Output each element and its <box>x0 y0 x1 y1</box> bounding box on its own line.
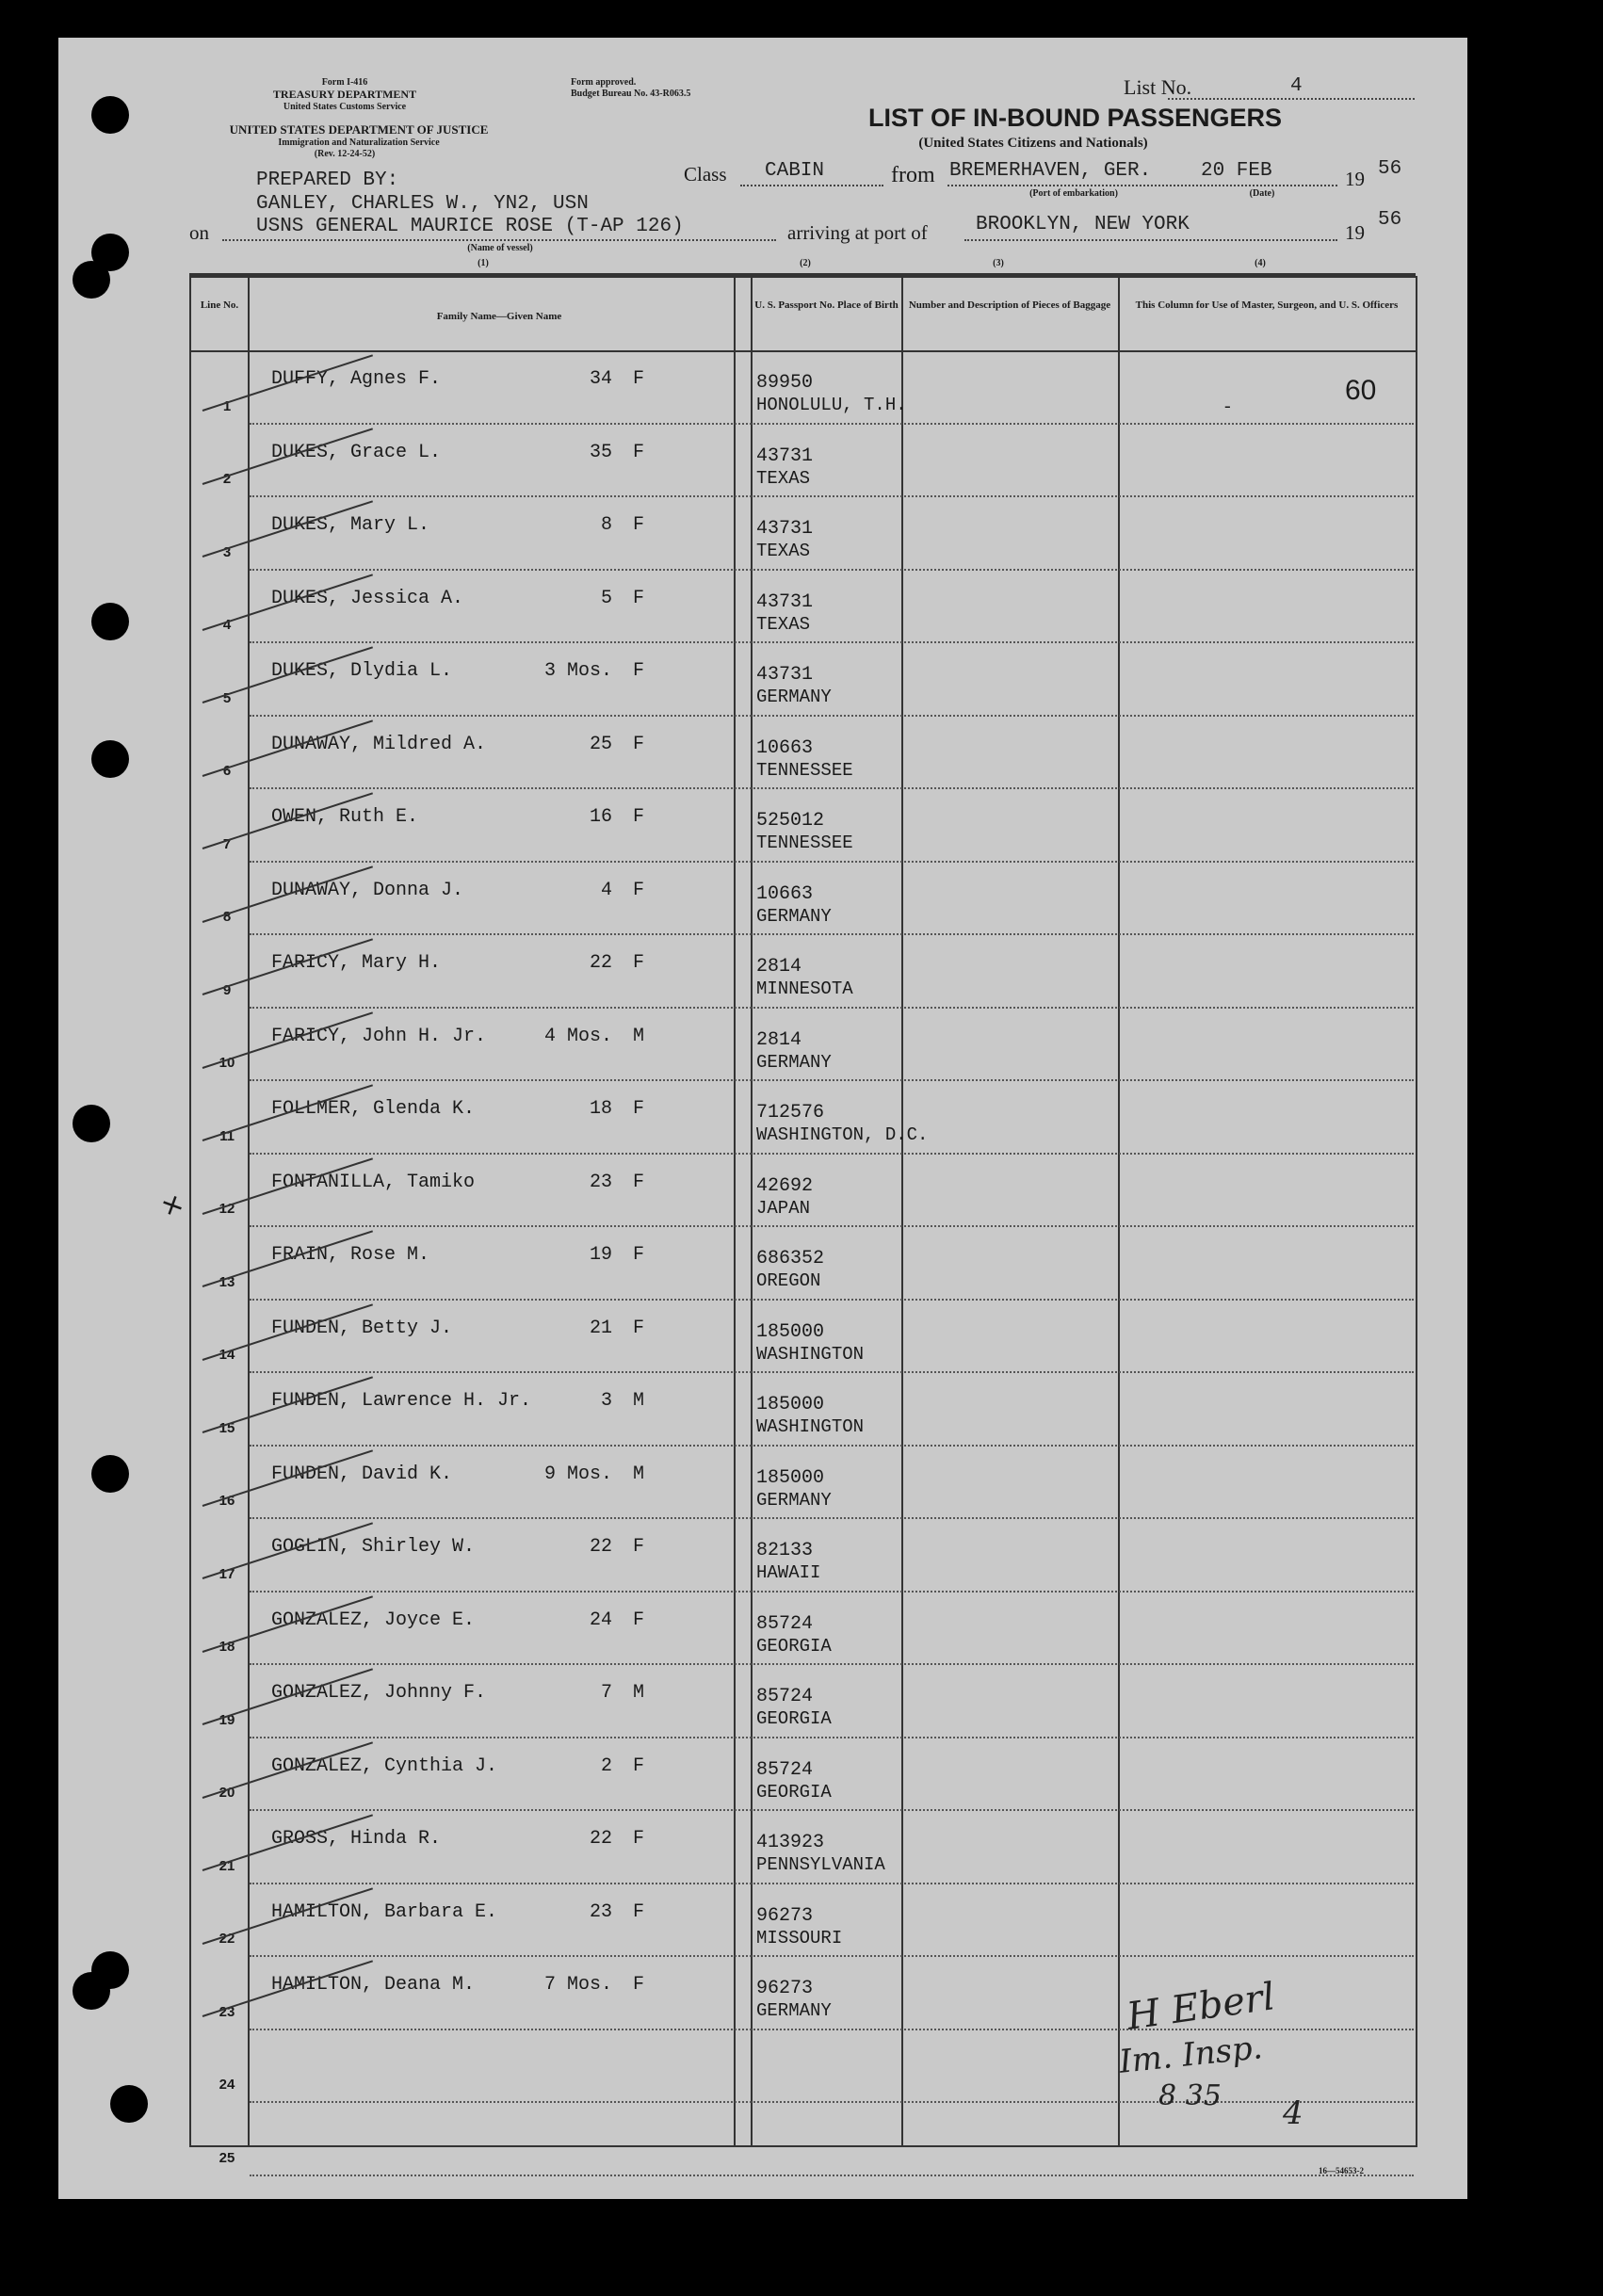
passenger-sex: F <box>633 1828 645 1850</box>
passenger-name: DUKES, Mary L. <box>271 514 430 536</box>
place-of-birth: GERMANY <box>756 2000 832 2021</box>
place-of-birth: MINNESOTA <box>756 978 853 999</box>
punch-hole <box>73 261 110 299</box>
place-of-birth: GERMANY <box>756 1051 832 1073</box>
row-rule <box>250 1883 1414 1884</box>
line-number: 15 <box>219 1419 235 1436</box>
passenger-age: 16 <box>589 806 612 828</box>
passport-number: 43731 <box>756 518 814 540</box>
place-of-birth: GERMANY <box>756 687 832 707</box>
row-rule <box>250 1153 1414 1155</box>
col-header-officers: This Column for Use of Master, Surgeon, and U. S. Officers <box>1135 299 1399 311</box>
passenger-age: 7 Mos. <box>543 1974 612 1996</box>
passenger-name: DUNAWAY, Mildred A. <box>271 733 487 755</box>
passenger-sex: F <box>633 1536 645 1558</box>
passenger-name: DUKES, Jessica A. <box>271 587 464 609</box>
passenger-age: 21 <box>589 1317 612 1339</box>
from-label: from <box>891 163 935 187</box>
passenger-age: 4 Mos. <box>543 1025 612 1047</box>
line-number: 11 <box>219 1127 235 1144</box>
officer-note: 60 <box>1345 375 1377 406</box>
punch-hole <box>91 96 129 134</box>
col-header-baggage: Number and Description of Pieces of Baggage <box>908 299 1111 311</box>
passenger-name: FONTANILLA, Tamiko <box>271 1171 476 1193</box>
line-number: 1 <box>222 397 232 414</box>
row-rule <box>250 1225 1414 1227</box>
place-of-birth: HONOLULU, T.H. <box>756 395 907 415</box>
arrival-line <box>964 239 1337 241</box>
col-divider <box>1118 276 1120 2145</box>
col-marker-1: (1) <box>478 258 489 268</box>
passenger-age: 23 <box>589 1900 612 1923</box>
passport-number: 43731 <box>756 664 814 686</box>
place-of-birth: GERMANY <box>756 905 832 927</box>
passenger-age: 23 <box>589 1171 612 1193</box>
passenger-name: FUNDEN, Lawrence H. Jr. <box>271 1390 532 1412</box>
arrival-port: BROOKLYN, NEW YORK <box>976 214 1190 235</box>
place-of-birth: TEXAS <box>756 467 811 489</box>
place-of-birth: HAWAII <box>756 1562 821 1583</box>
passenger-sex: F <box>633 441 645 463</box>
line-number: 6 <box>222 763 232 779</box>
row-rule <box>250 1591 1414 1593</box>
passenger-name: HAMILTON, Deana M. <box>271 1974 476 1996</box>
place-of-birth: WASHINGTON <box>756 1416 865 1437</box>
col-marker-2: (2) <box>800 258 811 268</box>
line-number: 19 <box>219 1711 235 1728</box>
port-embarkation-caption: (Port of embarkation) <box>1029 188 1118 199</box>
page-mark: 4 <box>1283 2094 1303 2132</box>
class-line <box>740 185 883 186</box>
year-suffix: 56 <box>1378 158 1402 180</box>
passport-number: 185000 <box>756 1394 825 1415</box>
passenger-age: 22 <box>589 1536 612 1558</box>
passenger-age: 19 <box>589 1244 612 1266</box>
place-of-birth: TEXAS <box>756 613 811 635</box>
row-rule <box>250 2101 1414 2103</box>
from-line <box>947 185 1337 186</box>
line-number: 22 <box>219 1931 235 1947</box>
row-rule <box>250 715 1414 717</box>
line-number: 17 <box>219 1565 235 1582</box>
passport-number: 185000 <box>756 1466 825 1489</box>
passport-number: 2814 <box>756 956 802 978</box>
line-number: 25 <box>219 2149 235 2166</box>
approved-label: Form approved. <box>571 77 637 88</box>
place-of-birth: JAPAN <box>756 1197 811 1219</box>
passenger-sex: F <box>633 660 645 682</box>
passenger-name: FRAIN, Rose M. <box>271 1244 430 1266</box>
passport-number: 10663 <box>756 736 814 759</box>
form-number: Form I-416 <box>321 77 368 88</box>
passenger-sex: F <box>633 1317 645 1339</box>
table-header-rule <box>189 350 1416 352</box>
passenger-age: 3 <box>600 1390 612 1412</box>
place-of-birth: WASHINGTON <box>756 1343 865 1365</box>
list-no-label: List No. <box>1124 75 1192 99</box>
passport-number: 85724 <box>756 1758 814 1781</box>
row-rule <box>250 933 1414 935</box>
place-of-birth: TENNESSEE <box>756 833 853 853</box>
row-rule <box>250 495 1414 497</box>
passport-number: 43731 <box>756 445 814 467</box>
date-caption: (Date) <box>1249 188 1275 199</box>
inspector-title: Im. Insp. <box>1117 2029 1265 2081</box>
officer-dash: - <box>1224 396 1231 416</box>
col-header-passport: U. S. Passport No. Place of Birth <box>754 299 899 311</box>
passenger-name: GROSS, Hinda R. <box>271 1828 442 1850</box>
passport-number: 89950 <box>756 372 814 394</box>
year-prefix: 19 <box>1345 168 1365 190</box>
list-no-line <box>1168 98 1415 100</box>
place-of-birth: OREGON <box>756 1270 821 1291</box>
passenger-age: 25 <box>589 733 612 755</box>
place-of-birth: GEORGIA <box>756 1781 832 1803</box>
line-number: 7 <box>222 835 232 852</box>
passenger-sex: F <box>633 1900 645 1923</box>
col-header-line-no: Line No. <box>200 299 239 311</box>
passenger-sex: F <box>633 1098 645 1120</box>
line-number: 12 <box>219 1201 235 1217</box>
passenger-name: GOGLIN, Shirley W. <box>271 1536 476 1558</box>
row-rule <box>250 2175 1414 2176</box>
line-number: 23 <box>219 2003 235 2020</box>
line-number: 16 <box>219 1493 235 1509</box>
passenger-sex: F <box>633 514 645 536</box>
vessel-caption: (Name of vessel) <box>467 243 533 253</box>
passenger-sex: F <box>633 587 645 609</box>
passport-number: 96273 <box>756 1904 814 1927</box>
treasury-label: TREASURY DEPARTMENT <box>272 88 417 101</box>
col-divider <box>751 276 753 2145</box>
passenger-age: 2 <box>600 1754 612 1777</box>
passport-number: 525012 <box>756 810 825 832</box>
passport-number: 82133 <box>756 1540 814 1561</box>
form-title: LIST OF IN-BOUND PASSENGERS <box>868 104 1283 132</box>
prepared-by-label: PREPARED BY: <box>256 170 399 191</box>
line-number: 2 <box>222 471 232 487</box>
form-subtitle: (United States Citizens and Nationals) <box>918 136 1148 151</box>
year-suffix-2: 56 <box>1378 209 1402 231</box>
line-number: 10 <box>219 1055 235 1071</box>
punch-hole <box>91 740 129 778</box>
row-rule <box>250 641 1414 643</box>
line-number: 21 <box>219 1857 235 1874</box>
row-rule <box>250 1079 1414 1081</box>
class-label: Class <box>684 163 727 186</box>
line-number: 4 <box>222 617 232 633</box>
budget-label: Budget Bureau No. 43-R063.5 <box>571 89 691 99</box>
passenger-name: FARICY, Mary H. <box>271 952 442 974</box>
col-marker-3: (3) <box>993 258 1004 268</box>
row-rule <box>250 1007 1414 1009</box>
place-of-birth: GEORGIA <box>756 1635 832 1657</box>
punch-hole <box>91 603 129 640</box>
passenger-name: DUFFY, Agnes F. <box>271 368 442 390</box>
passenger-name: FOLLMER, Glenda K. <box>271 1098 476 1120</box>
passenger-name: DUKES, Grace L. <box>271 441 442 463</box>
line-number: 20 <box>219 1785 235 1801</box>
passenger-age: 22 <box>589 952 612 974</box>
passenger-name: GONZALEZ, Cynthia J. <box>271 1754 498 1777</box>
row-rule <box>250 569 1414 571</box>
row-rule <box>250 1517 1414 1519</box>
passenger-sex: M <box>633 1463 645 1485</box>
passport-number: 43731 <box>756 590 814 613</box>
passenger-sex: F <box>633 952 645 974</box>
row-rule <box>250 1445 1414 1447</box>
inspection-time: 8 35 <box>1158 2079 1222 2112</box>
punch-hole <box>73 1105 110 1142</box>
passenger-sex: F <box>633 1171 645 1193</box>
list-no-value: 4 <box>1290 75 1303 97</box>
footer-code: 16—54653-2 <box>1319 2166 1364 2175</box>
passenger-sex: M <box>633 1390 645 1412</box>
passenger-name: FUNDEN, Betty J. <box>271 1317 453 1339</box>
punch-hole <box>73 1972 110 2010</box>
passenger-sex: F <box>633 733 645 755</box>
passenger-age: 7 <box>600 1682 612 1704</box>
place-of-birth: GERMANY <box>756 1489 832 1511</box>
row-rule <box>250 1371 1414 1373</box>
year-prefix-2: 19 <box>1345 221 1365 244</box>
passenger-name: FUNDEN, David K. <box>271 1463 453 1485</box>
passport-number: 185000 <box>756 1320 825 1343</box>
passenger-age: 9 Mos. <box>543 1463 612 1485</box>
passenger-age: 34 <box>589 368 612 390</box>
passenger-name: FARICY, John H. Jr. <box>271 1025 487 1047</box>
passport-number: 413923 <box>756 1832 825 1853</box>
passenger-age: 18 <box>589 1098 612 1120</box>
col-divider <box>734 276 736 2145</box>
ins-label: Immigration and Naturalization Service <box>278 137 440 148</box>
place-of-birth: GEORGIA <box>756 1708 832 1729</box>
passenger-sex: F <box>633 879 645 901</box>
row-rule <box>250 423 1414 425</box>
col-divider <box>901 276 903 2145</box>
passenger-name: GONZALEZ, Johnny F. <box>271 1682 487 1704</box>
date-value: 20 FEB <box>1201 160 1272 182</box>
passenger-age: 22 <box>589 1828 612 1850</box>
passenger-age: 24 <box>589 1609 612 1631</box>
inspector-signature: H Eberl <box>1124 1975 1278 2039</box>
passenger-sex: M <box>633 1025 645 1047</box>
from-value: BREMERHAVEN, GER. <box>949 160 1152 182</box>
revision-label: (Rev. 12-24-52) <box>314 149 376 159</box>
line-number: 24 <box>219 2077 235 2093</box>
passenger-sex: F <box>633 1754 645 1777</box>
passenger-sex: F <box>633 806 645 828</box>
row-rule <box>250 861 1414 863</box>
vessel-line <box>222 239 776 241</box>
passport-number: 96273 <box>756 1978 814 1999</box>
col-divider <box>248 276 250 2145</box>
customs-label: United States Customs Service <box>283 102 407 112</box>
class-value: CABIN <box>765 160 825 182</box>
line-number: 9 <box>222 981 232 998</box>
arriving-label: arriving at port of <box>787 221 928 244</box>
passport-number: 85724 <box>756 1686 814 1707</box>
line-number: 18 <box>219 1639 235 1655</box>
passenger-name: HAMILTON, Barbara E. <box>271 1900 498 1923</box>
row-rule <box>250 1955 1414 1957</box>
passport-number: 712576 <box>756 1102 825 1124</box>
passenger-name: DUKES, Dlydia L. <box>271 660 453 682</box>
passenger-age: 4 <box>600 879 612 901</box>
justice-label: UNITED STATES DEPARTMENT OF JUSTICE <box>229 122 489 137</box>
punch-hole <box>91 1455 129 1493</box>
passenger-name: OWEN, Ruth E. <box>271 806 419 828</box>
passport-number: 686352 <box>756 1248 825 1269</box>
passport-number: 85724 <box>756 1612 814 1635</box>
row-rule <box>250 787 1414 789</box>
passenger-name: DUNAWAY, Donna J. <box>271 879 464 901</box>
margin-mark: + <box>154 1183 191 1226</box>
col-marker-4: (4) <box>1255 258 1266 268</box>
place-of-birth: WASHINGTON, D.C. <box>756 1124 929 1145</box>
passport-number: 42692 <box>756 1174 814 1197</box>
passenger-age: 3 Mos. <box>543 660 612 682</box>
passport-number: 2814 <box>756 1028 802 1051</box>
passport-number: 10663 <box>756 882 814 905</box>
punch-hole <box>110 2085 148 2123</box>
line-number: 8 <box>222 909 232 925</box>
place-of-birth: TENNESSEE <box>756 759 853 781</box>
row-rule <box>250 2029 1414 2030</box>
prepared-by-value: GANLEY, CHARLES W., YN2, USN <box>256 193 589 215</box>
col-header-name: Family Name—Given Name <box>436 311 562 322</box>
line-number: 3 <box>222 543 232 560</box>
row-rule <box>250 1299 1414 1301</box>
row-rule <box>250 1663 1414 1665</box>
line-number: 14 <box>219 1347 235 1363</box>
line-number: 13 <box>219 1273 235 1290</box>
passenger-sex: F <box>633 1244 645 1266</box>
passenger-age: 8 <box>600 514 612 536</box>
vessel-value: USNS GENERAL MAURICE ROSE (T-AP 126) <box>256 216 684 237</box>
passenger-sex: F <box>633 1609 645 1631</box>
on-label: on <box>189 221 209 244</box>
passenger-name: GONZALEZ, Joyce E. <box>271 1609 476 1631</box>
passenger-sex: M <box>633 1682 645 1704</box>
place-of-birth: MISSOURI <box>756 1927 843 1948</box>
passenger-age: 5 <box>600 587 612 609</box>
place-of-birth: TEXAS <box>756 541 811 561</box>
place-of-birth: PENNSYLVANIA <box>756 1854 885 1875</box>
row-rule <box>250 1737 1414 1738</box>
passenger-sex: F <box>633 1974 645 1996</box>
row-rule <box>250 1809 1414 1811</box>
passenger-age: 35 <box>589 441 612 463</box>
passenger-sex: F <box>633 368 645 390</box>
line-number: 5 <box>222 689 232 706</box>
